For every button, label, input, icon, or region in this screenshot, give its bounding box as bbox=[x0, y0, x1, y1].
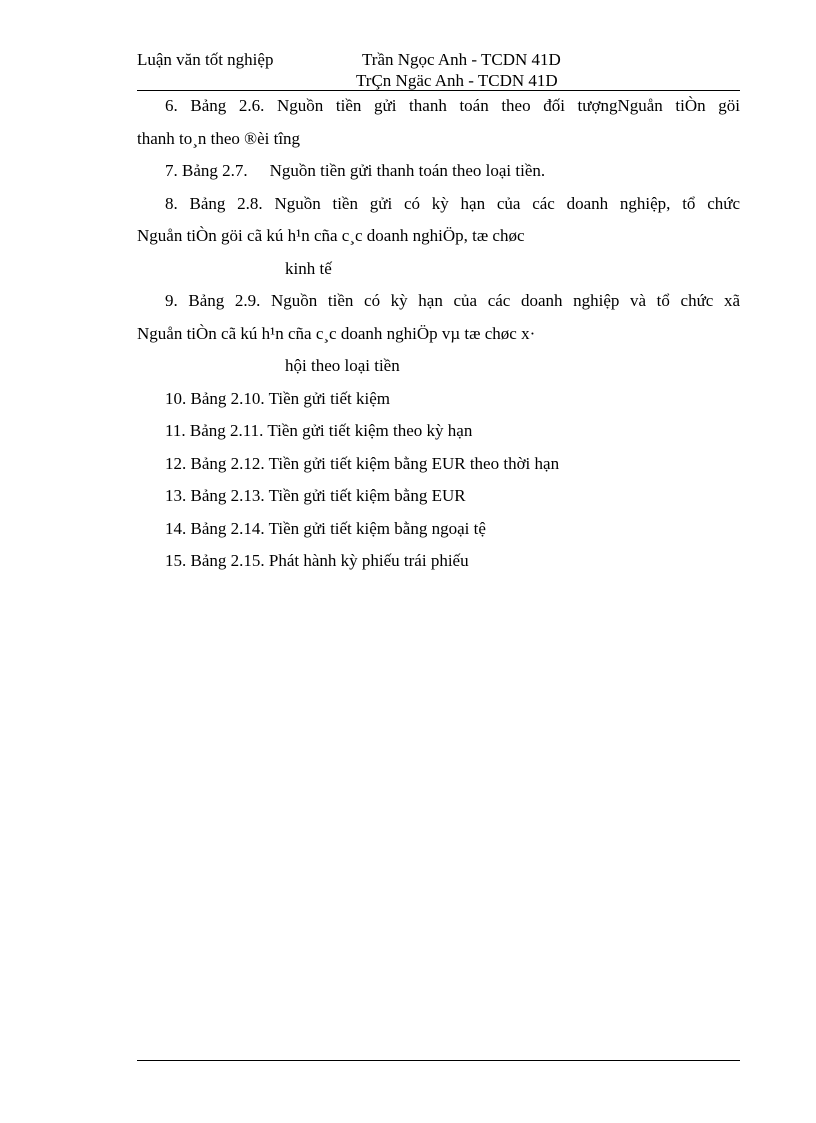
list-item-8-legacy-encoding: Nguån tiÒn göi cã kú h¹n cña c¸c doanh nghiÖp, tæ chøc bbox=[137, 226, 525, 245]
list-item-9-continuation: hội theo loại tiền bbox=[285, 356, 400, 375]
footer-rule bbox=[137, 1060, 740, 1061]
table-list bbox=[137, 90, 740, 578]
list-item-6-continuation: thanh to¸n theo ®èi tîng bbox=[137, 128, 301, 148]
list-item-7-number: 7. Bảng 2.7. bbox=[165, 161, 248, 180]
list-item-10: 10. Bảng 2.10. Tiền gửi tiết kiệm bbox=[165, 388, 391, 408]
list-item-9-legacy-encoding: Nguån tiÒn cã kú h¹n cña c¸c doanh nghiÖp vµ tæ chøc x· bbox=[137, 323, 536, 343]
list-item-11: 11. Bảng 2.11. Tiền gửi tiết kiệm theo kỳ hạn bbox=[165, 421, 473, 440]
list-item-12: 12. Bảng 2.12. Tiền gửi tiết kiệm bằng EUR theo thời hạn bbox=[165, 453, 560, 473]
header-author: Trần Ngọc Anh - TCDN 41D bbox=[362, 50, 561, 69]
header-author-legacy-encoding: TrÇn Ngäc Anh - TCDN 41D bbox=[356, 71, 558, 90]
list-item-7-title: Nguồn tiền gửi thanh toán theo loại tiền. bbox=[269, 161, 546, 180]
list-item-13: 13. Bảng 2.13. Tiền gửi tiết kiệm bằng EUR bbox=[165, 486, 466, 505]
header-title: Luận văn tốt nghiệp bbox=[137, 50, 274, 69]
list-item-14: 14. Bảng 2.14. Tiền gửi tiết kiệm bằng ngoại tệ bbox=[165, 518, 486, 538]
list-item-9: 9. Bảng 2.9. Nguồn tiền có kỳ hạn của các doanh nghiệp và tổ chức xã bbox=[165, 291, 740, 310]
list-item-6: 6. Bảng 2.6. Nguồn tiền gửi thanh toán theo đối tượngNguån tiÒn göi bbox=[165, 96, 740, 115]
list-item-8: 8. Bảng 2.8. Nguồn tiền gửi có kỳ hạn của các doanh nghiệp, tổ chức bbox=[165, 193, 740, 213]
list-item-15: 15. Bảng 2.15. Phát hành kỳ phiếu trái phiếu bbox=[165, 551, 469, 570]
list-item-8-continuation: kinh tế bbox=[285, 258, 332, 278]
list-item-7 bbox=[137, 155, 740, 188]
